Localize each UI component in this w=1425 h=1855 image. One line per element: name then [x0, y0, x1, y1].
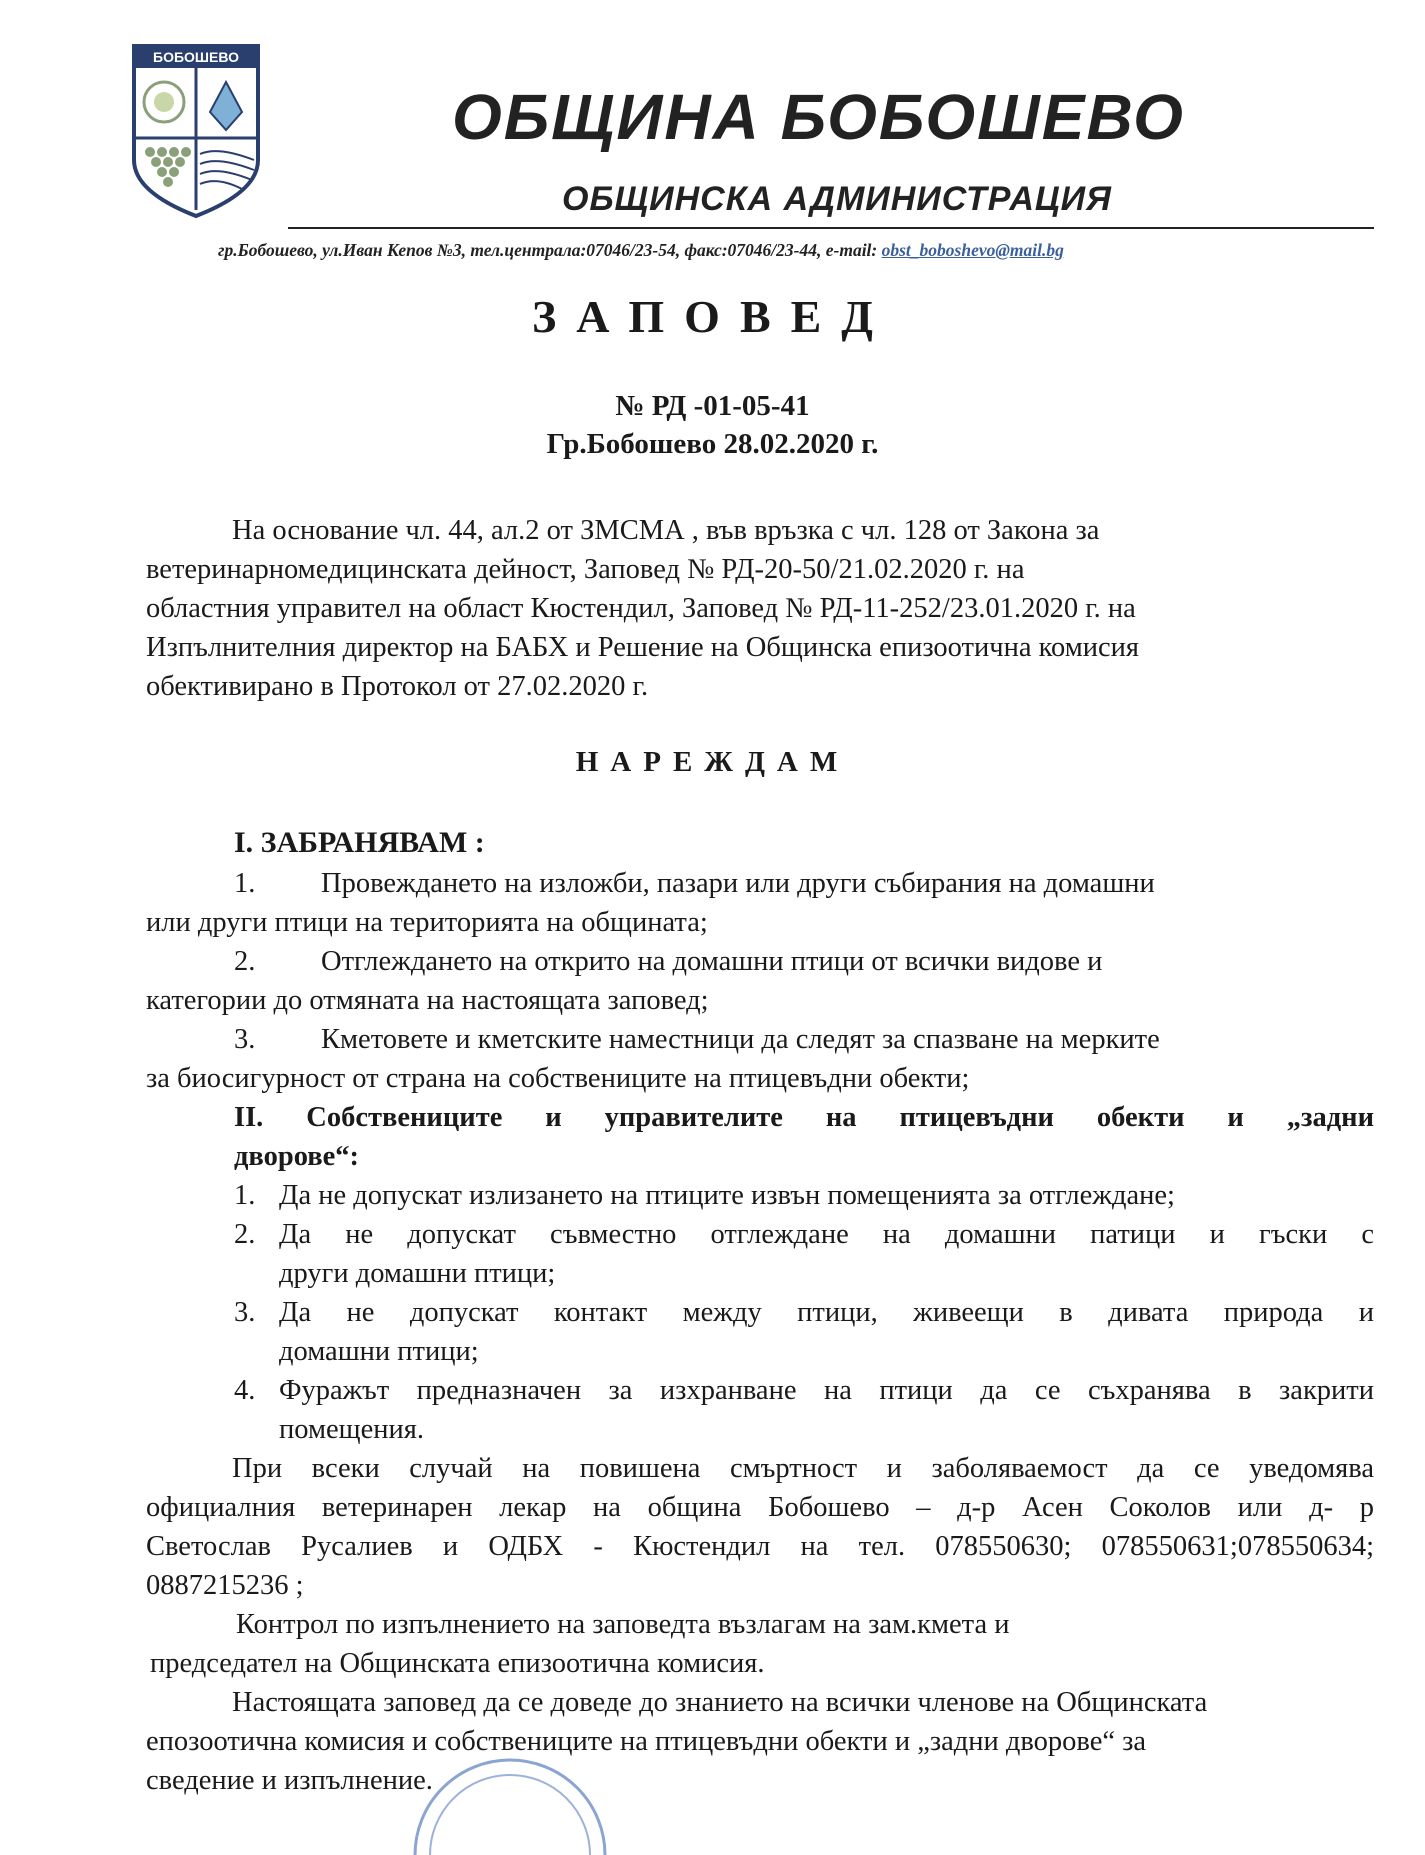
section-1-item-cont: за биосигурност от страна на собствениците на птицевъдни обекти; — [146, 1063, 970, 1094]
report-paragraph-line: Светослав Русалиев и ОДБХ - Кюстендил на тел. 078550630; 078550631;078550634; — [146, 1531, 1374, 1562]
preamble-line: областния управител на област Кюстендил, Заповед № РД-11-252/23.01.2020 г. на — [146, 593, 1136, 624]
section-2-item — [234, 1176, 1175, 1215]
preamble-line: На основание чл. 44, ал.2 от ЗМСМА , във връзка с чл. 128 от Закона за — [232, 515, 1100, 546]
official-stamp-icon — [400, 1735, 620, 1855]
address-text: гр.Бобошево, ул.Иван Кепов №3, тел.централа:07046/23-54, факс:07046/23-44, e-mail: — [218, 240, 878, 260]
section-1-item-cont: или други птици на територията на общината; — [146, 907, 708, 938]
section-2-heading: II. Собствениците и управителите на птицевъдни обекти и „задни — [234, 1102, 1374, 1133]
section-2-item-cont: домашни птици; — [279, 1336, 479, 1367]
header-divider — [288, 227, 1374, 229]
report-paragraph-line: официалния ветеринарен лекар на община Бобошево – д-р Асен Соколов или д- р — [146, 1492, 1374, 1523]
item-number: 3. — [234, 1024, 256, 1055]
section-2-item-cont: помещения. — [279, 1414, 424, 1445]
preamble-line: обективирано в Протокол от 27.02.2020 г. — [146, 671, 649, 702]
control-paragraph-line: Контрол по изпълнението на заповедта възлагам на зам.кмета и — [236, 1609, 1010, 1640]
contact-address — [218, 240, 1064, 261]
preamble-line: ветеринарномедицинската дейност, Заповед № РД-20-50/21.02.2020 г. на — [146, 554, 1025, 585]
report-paragraph-line: 0887215236 ; — [146, 1570, 304, 1601]
section-1-item — [234, 942, 1102, 981]
section-2-item — [234, 1215, 1374, 1254]
section-2-item-cont: други домашни птици; — [279, 1258, 556, 1289]
section-1-item — [234, 864, 1155, 903]
section-1-item — [234, 1020, 1160, 1059]
control-paragraph-line: председател на Общинската епизоотична комисия. — [150, 1648, 765, 1679]
document-title: ЗАПОВЕД — [532, 291, 893, 342]
preamble-line: Изпълнителния директор на БАБХ и Решение на Общинска епизоотична комисия — [146, 632, 1140, 663]
notify-paragraph-line: сведение и изпълнение. — [146, 1765, 433, 1796]
item-text: Провеждането на изложби, пазари или други събирания на домашни — [321, 868, 1155, 899]
item-number: 4. — [234, 1375, 256, 1406]
item-number: 1. — [234, 1180, 256, 1211]
order-heading: НАРЕЖДАМ — [575, 746, 850, 778]
administration-name: ОБЩИНСКА АДМИНИСТРАЦИЯ — [562, 180, 1112, 218]
item-text: Отглеждането на открито на домашни птици от всички видове и — [321, 946, 1103, 977]
document-place-date: Гр.Бобошево 28.02.2020 г. — [546, 428, 879, 460]
section-2-item — [234, 1293, 1374, 1332]
item-text: Да не допускат контакт между птици, живеещи в дивата природа и — [279, 1297, 1374, 1328]
email-link[interactable]: obst_boboshevo@mail.bg — [881, 240, 1064, 260]
report-paragraph-line: При всеки случай на повишена смъртност и заболяваемост да се уведомява — [232, 1453, 1374, 1484]
notify-paragraph-line: Настоящата заповед да се доведе до знанието на всички членове на Общинската — [232, 1687, 1208, 1718]
municipality-crest-icon — [126, 42, 266, 220]
item-number: 2. — [234, 1219, 256, 1250]
section-2-item — [234, 1371, 1374, 1410]
section-1-heading: I. ЗАБРАНЯВАМ : — [234, 826, 485, 859]
notify-paragraph-line: епозоотична комисия и собствениците на птицевъдни обекти и „задни дворове“ за — [146, 1726, 1147, 1757]
section-2-heading-cont: дворове“: — [234, 1141, 360, 1172]
item-number: 2. — [234, 946, 256, 977]
item-text: Да не допускат излизането на птиците извън помещенията за отглеждане; — [279, 1180, 1175, 1211]
item-text: Да не допускат съвместно отглеждане на домашни патици и гъски с — [279, 1219, 1374, 1250]
crest-lettering: БОБОШЕВО — [153, 49, 239, 65]
item-text: Кметовете и кметските наместници да следят за спазване на мерките — [321, 1024, 1160, 1055]
item-number: 1. — [234, 868, 256, 899]
document-number: № РД -01-05-41 — [615, 390, 810, 422]
section-1-item-cont: категории до отмяната на настоящата заповед; — [146, 985, 709, 1016]
municipality-name: ОБЩИНА БОБОШЕВО — [452, 81, 1185, 153]
item-number: 3. — [234, 1297, 256, 1328]
item-text: Фуражът предназначен за изхранване на птици да се съхранява в закрити — [279, 1375, 1374, 1406]
